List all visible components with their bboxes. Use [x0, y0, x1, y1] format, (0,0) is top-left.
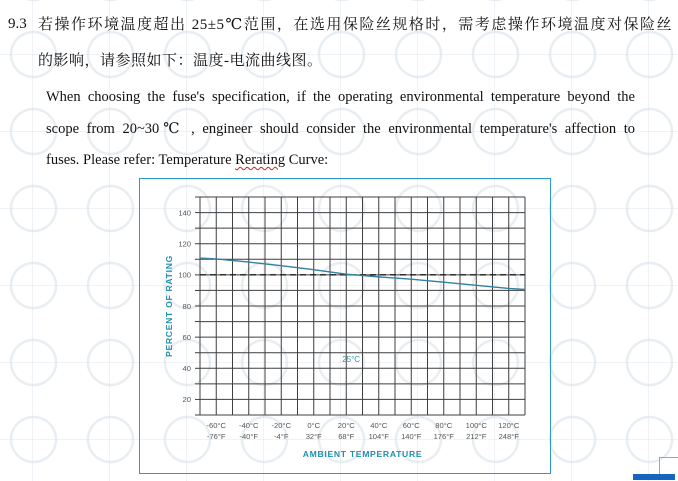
spellcheck-word: Rerating: [235, 152, 286, 168]
y-axis-title: PERCENT OF RATING: [164, 255, 174, 357]
x-tick-label-celsius: 40°C: [370, 421, 388, 430]
x-tick-label-celsius: 100°C: [465, 421, 487, 430]
x-tick-label-fahrenheit: -40°F: [239, 432, 259, 441]
en-line3-suffix: Curve:: [285, 152, 329, 168]
y-tick-label: 100: [178, 270, 191, 280]
en-paragraph-line2: scope from 20~30℃ , engineer should consider the environmental temperature's affection to: [46, 121, 635, 137]
x-tick-label-celsius: 20°C: [337, 421, 355, 430]
y-tick-label: 20: [182, 395, 191, 405]
en-paragraph-line1: When choosing the fuse's specification, if the operating environmental temperature beyond the: [46, 89, 635, 105]
y-tick-label: 40: [182, 364, 191, 374]
x-tick-label-fahrenheit: 68°F: [338, 432, 355, 441]
x-tick-label-fahrenheit: 248°F: [498, 432, 519, 441]
annotation-25c: 25°C: [342, 355, 361, 365]
blue-bar-artifact: [633, 474, 675, 480]
x-tick-label-fahrenheit: 104°F: [368, 432, 389, 441]
en-line3-prefix: fuses. Please refer: Temperature: [46, 152, 236, 168]
en-paragraph-line3: [46, 150, 635, 170]
section-number: 9.3: [8, 16, 27, 32]
x-axis-title: AMBIENT TEMPERATURE: [302, 449, 423, 459]
x-tick-label-celsius: 120°C: [498, 421, 520, 430]
y-tick-label: 120: [178, 239, 191, 249]
x-tick-label-fahrenheit: -76°F: [206, 432, 226, 441]
x-tick-label-celsius: -60°C: [206, 421, 226, 430]
x-tick-label-celsius: -40°C: [239, 421, 259, 430]
x-tick-label-celsius: -20°C: [271, 421, 291, 430]
x-tick-label-fahrenheit: 212°F: [466, 432, 487, 441]
rerating-chart: [139, 178, 551, 474]
rerating-chart-svg: [140, 179, 548, 471]
x-tick-label-fahrenheit: -4°F: [274, 432, 289, 441]
zh-paragraph-line2: 的影响，请参照如下：温度-电流曲线图。: [38, 53, 323, 69]
zh-paragraph-line1: 若操作环境温度超出 25±5℃范围，在选用保险丝规格时，需考虑操作环境温度对保险丝: [38, 17, 672, 33]
x-tick-label-celsius: 80°C: [435, 421, 453, 430]
x-tick-label-celsius: 0°C: [307, 421, 321, 430]
x-tick-label-celsius: 60°C: [402, 421, 420, 430]
x-tick-label-fahrenheit: 32°F: [305, 432, 322, 441]
y-tick-label: 80: [182, 301, 191, 311]
y-tick-label: 60: [182, 332, 191, 342]
x-tick-label-fahrenheit: 140°F: [401, 432, 422, 441]
x-tick-label-fahrenheit: 176°F: [433, 432, 454, 441]
y-tick-label: 140: [178, 208, 191, 218]
